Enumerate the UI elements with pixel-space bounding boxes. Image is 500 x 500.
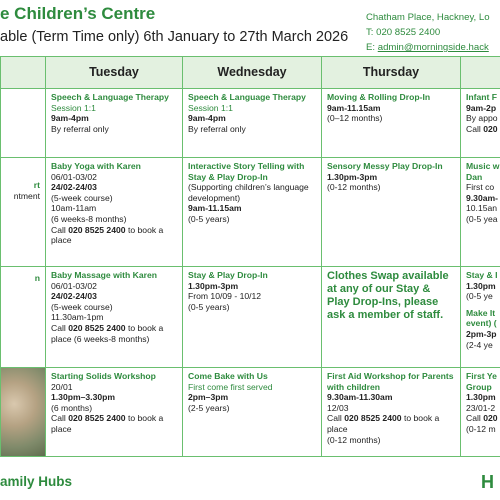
session-title: Sensory Messy Play Drop-In xyxy=(327,161,443,171)
session-dates: 06/01-03/02 xyxy=(51,171,97,182)
header-cell-wednesday xyxy=(182,56,322,89)
header-cell-tuesday xyxy=(45,56,183,89)
booking-phone: 020 xyxy=(483,413,498,424)
session-title-2: Group xyxy=(466,381,492,392)
footer-family-hubs: amily Hubs xyxy=(0,474,73,489)
thursday-cell-2 xyxy=(321,157,461,267)
session-time: 9.30am-11.30am xyxy=(327,392,393,403)
booking-phone: 020 8525 2400 xyxy=(68,413,126,424)
booking-call: Call xyxy=(466,123,484,134)
monday-cell-1 xyxy=(0,88,46,158)
header-cell-monday xyxy=(0,56,46,89)
session-ages: (0-5 years) xyxy=(188,301,230,312)
session-note: By appo xyxy=(466,113,498,124)
session-time: 2pm–3pm xyxy=(188,392,229,403)
baby-photo xyxy=(1,368,45,457)
session-title: Infant F xyxy=(466,92,498,102)
session-ages: (0-5 ye xyxy=(466,291,493,302)
thursday-cell-4 xyxy=(321,367,461,457)
session-time: 9am-4pm xyxy=(188,113,226,124)
session-title-2b: event) ( xyxy=(466,318,497,329)
monday-cell-2-line-1: rt xyxy=(33,180,40,190)
session-time: 1.30pm xyxy=(466,392,496,403)
session-note: By referral only xyxy=(188,123,246,134)
booking-call: Call xyxy=(466,413,484,424)
session-title: First Aid Workshop for Parents with children xyxy=(327,371,454,392)
tuesday-cell-3 xyxy=(45,266,183,368)
session-note: By referral only xyxy=(51,123,109,134)
booking-rest: to book a place xyxy=(327,413,440,434)
contact-email-link[interactable]: admin@morningside.hack xyxy=(377,42,489,53)
thursday-cell-1 xyxy=(321,88,461,158)
thursday-cell-3 xyxy=(321,266,461,368)
contact-email xyxy=(366,40,490,55)
session-time: 1.30pm xyxy=(466,280,496,291)
session-title: First Ye xyxy=(466,371,497,381)
booking-call: Call xyxy=(327,413,345,424)
session-title-2: Dan xyxy=(466,171,483,182)
header-cell-friday xyxy=(460,56,500,89)
session-title: Music w xyxy=(466,161,500,171)
header-cell-thursday xyxy=(321,56,461,89)
session-dates: 06/01-03/02 xyxy=(51,280,97,291)
session-title: Speech & Language Therapy xyxy=(188,92,306,102)
session-ages: (0-5 yea xyxy=(466,213,498,224)
monday-cell-4 xyxy=(0,367,46,457)
monday-cell-2-line-2: ntment xyxy=(13,190,40,201)
booking-info xyxy=(51,323,177,344)
session-subtitle: Session 1:1 xyxy=(188,102,233,113)
session-dates-2: 24/02-24/03 xyxy=(51,182,97,193)
session-dates-2: 24/02-24/03 xyxy=(51,291,97,302)
session-dates: From 10/09 - 10/12 xyxy=(188,291,262,302)
session-time: 1.30pm-3pm xyxy=(327,171,378,182)
session-ages: (0–12 months) xyxy=(327,113,383,124)
day-label-wednesday: Wednesday xyxy=(217,65,287,80)
session-description: (Supporting children’s language development) xyxy=(188,182,309,203)
session-title-2: Make It xyxy=(466,307,496,318)
session-title: Come Bake with Us xyxy=(188,371,268,381)
session-time: 9am-2p xyxy=(466,102,497,113)
session-ages: (6 months) xyxy=(51,402,93,413)
session-title: Stay & Play Drop-In xyxy=(188,270,268,280)
booking-phone: 020 8525 2400 xyxy=(344,413,402,424)
session-time: 9am-11.15am xyxy=(188,203,242,214)
session-date: 20/01 xyxy=(51,381,73,392)
wednesday-cell-3 xyxy=(182,266,322,368)
session-ages: (2-5 years) xyxy=(188,402,230,413)
booking-phone: 020 8525 2400 xyxy=(68,322,126,333)
wednesday-cell-1 xyxy=(182,88,322,158)
monday-cell-3-line-1: n xyxy=(34,273,40,283)
page-title: e Children’s Centre xyxy=(0,4,156,23)
session-title: Moving & Rolling Drop-In xyxy=(327,92,431,102)
session-ages: (0-12 m xyxy=(466,423,496,434)
tuesday-cell-2 xyxy=(45,157,183,267)
friday-cell-1 xyxy=(460,88,500,158)
session-time: 10am-11am xyxy=(51,203,97,214)
wednesday-cell-4 xyxy=(182,367,322,457)
session-ages: (6 weeks-8 months) xyxy=(51,213,127,224)
booking-info xyxy=(51,413,177,434)
session-time: 9am-11.15am xyxy=(327,102,381,113)
session-dates: 23/01-2 xyxy=(466,402,496,413)
session-title: Baby Yoga with Karen xyxy=(51,161,141,171)
tuesday-cell-4 xyxy=(45,367,183,457)
session-ages-2: (2-4 ye xyxy=(466,339,493,350)
session-title: Interactive Story Telling with Stay & Play Drop-In xyxy=(188,161,305,182)
session-date: 12/03 xyxy=(327,402,349,413)
session-note: First co xyxy=(466,182,495,193)
tuesday-cell-1 xyxy=(45,88,183,158)
booking-info xyxy=(327,413,455,434)
contact-info xyxy=(366,10,490,55)
session-subtitle: First come first served xyxy=(188,381,273,392)
booking-rest: to book a place xyxy=(51,224,164,246)
session-time: 1.30pm–3.30pm xyxy=(51,392,116,403)
session-title: Stay & I xyxy=(466,270,498,280)
contact-phone: T: 020 8525 2400 xyxy=(366,27,441,38)
booking-rest: to book a place (6 weeks-8 months) xyxy=(51,322,164,344)
contact-address: Chatham Place, Hackney, Lo xyxy=(366,12,490,23)
booking-info xyxy=(466,124,500,135)
friday-cell-4 xyxy=(460,367,500,457)
booking-call: Call xyxy=(51,224,69,235)
friday-cell-3 xyxy=(460,266,500,368)
wednesday-cell-2 xyxy=(182,157,322,267)
session-time: 1.30pm-3pm xyxy=(188,280,239,291)
booking-call: Call xyxy=(51,322,69,333)
session-ages: (0-5 years) xyxy=(188,213,230,224)
page-subtitle: able (Term Time only) 6th January to 27th March 2026 xyxy=(0,29,349,45)
session-title: Starting Solids Workshop xyxy=(51,371,156,381)
session-time-2: 10.15an xyxy=(466,203,498,214)
session-course: (5-week course) xyxy=(51,192,113,203)
day-label-thursday: Thursday xyxy=(362,65,420,80)
booking-info xyxy=(51,225,177,246)
friday-cell-2 xyxy=(460,157,500,267)
booking-info xyxy=(466,413,500,424)
monday-cell-2 xyxy=(0,157,46,267)
booking-rest: to book a place xyxy=(51,413,164,434)
monday-cell-3 xyxy=(0,266,46,368)
footer-logo: H xyxy=(481,472,494,492)
session-time: 9am-4pm xyxy=(51,113,89,124)
booking-phone: 020 xyxy=(483,123,498,134)
session-title: Baby Massage with Karen xyxy=(51,270,158,280)
contact-email-label: E: xyxy=(366,42,378,53)
session-title: Speech & Language Therapy xyxy=(51,92,169,102)
session-subtitle: Session 1:1 xyxy=(51,102,96,113)
session-ages: (0-12 months) xyxy=(327,182,381,193)
booking-phone: 020 8525 2400 xyxy=(68,224,126,235)
clothes-swap-notice: Clothes Swap available at any of our Stay & Play Drop-Ins, please ask a member of staff. xyxy=(327,270,449,321)
session-time: 11.30am-1pm xyxy=(51,312,104,323)
session-course: (5-week course) xyxy=(51,301,113,312)
session-ages: (0-12 months) xyxy=(327,434,381,445)
day-label-tuesday: Tuesday xyxy=(89,65,139,80)
booking-call: Call xyxy=(51,413,69,424)
session-time: 9.30am- xyxy=(466,192,499,203)
session-time-2: 2pm-3p xyxy=(466,328,497,339)
